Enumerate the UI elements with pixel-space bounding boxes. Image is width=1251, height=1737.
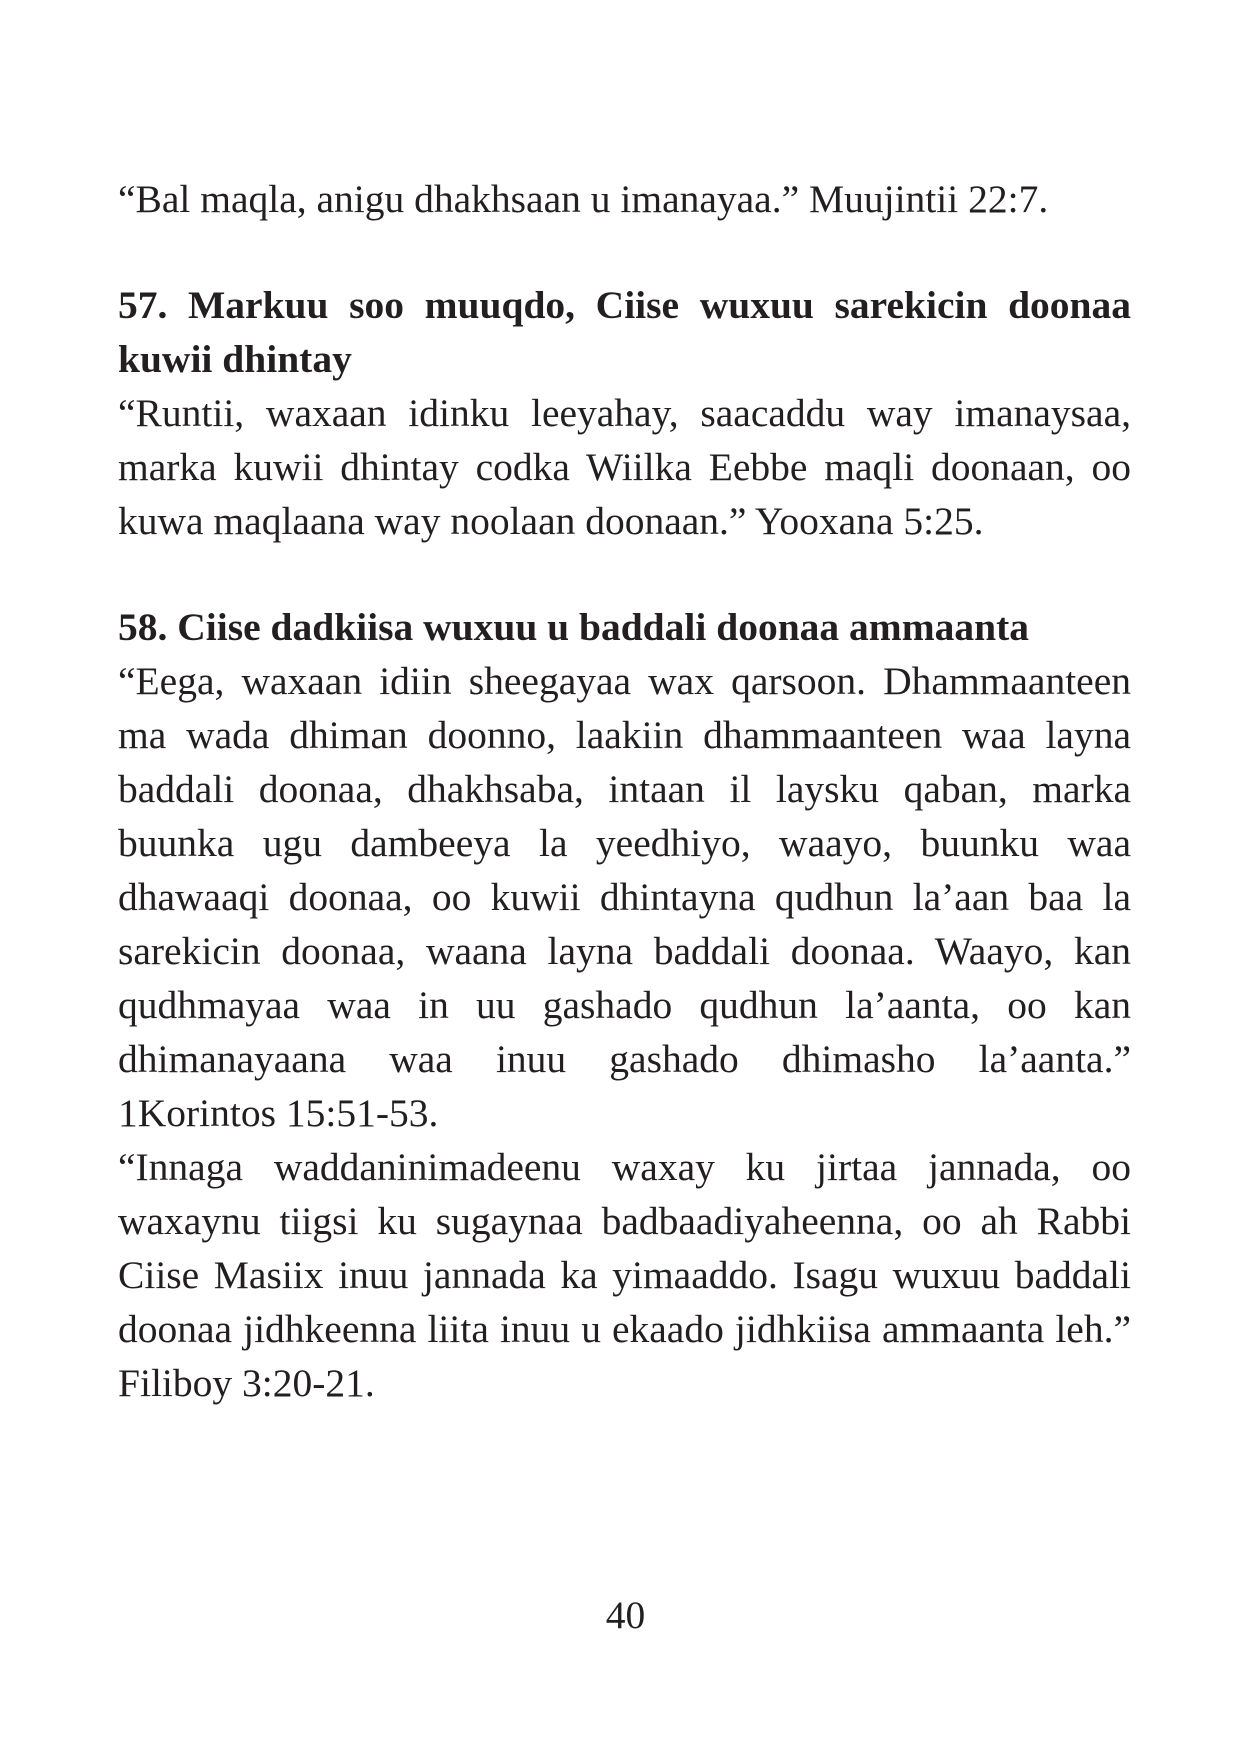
section-heading: 57. Markuu soo muuqdo, Ciise wuxuu sarekicin doonaa kuwii dhintay xyxy=(118,283,1131,381)
section-paragraph: “Eega, waxaan idiin sheegayaa wax qarsoon. Dhammaanteen ma wada dhiman doonno, laakiin dhammaanteen waa layna baddali doonaa, dhakhsaba, intaan il laysku qaban, marka buunka ugu dambeeya la yeedhiyo, waayo, buunku waa dhawaaqi doonaa, oo kuwii dhintayna qudhun la’aan baa la sarekicin doonaa, waana layna baddali doonaa. Waayo, kan qudhmayaa waa in uu gashado qudhun la’aanta, oo kan dhimanayaana waa inuu gashado dhimasho la’aanta.” 1Korintos 15:51-53. xyxy=(118,659,1131,1135)
section-paragraph: “Runtii, waxaan idinku leeyahay, saacaddu way imanaysaa, marka kuwii dhintay codka Wiilka Eebbe maqli doonaan, oo kuwa maqlaana way noolaan doonaan.” Yooxana 5:25. xyxy=(118,391,1131,543)
opening-quote: “Bal maqla, anigu dhakhsaan u imanayaa.” Muujintii 22:7. xyxy=(118,177,1049,221)
section-57 xyxy=(118,278,1131,548)
section-paragraph: “Innaga waddaninimadeenu waxay ku jirtaa jannada, oo waxaynu tiigsi ku sugaynaa badbaadiyaheenna, oo ah Rabbi Ciise Masiix inuu jannada ka yimaaddo. Isagu wuxuu baddali doonaa jidhkeenna liita inuu u ekaado jidhkiisa ammaanta leh.” Filiboy 3:20-21. xyxy=(118,1145,1131,1405)
page-body xyxy=(118,172,1131,1410)
section-58 xyxy=(118,600,1131,1410)
page-number: 40 xyxy=(605,1593,646,1637)
section-heading: 58. Ciise dadkiisa wuxuu u baddali doonaa ammaanta xyxy=(118,605,1029,649)
